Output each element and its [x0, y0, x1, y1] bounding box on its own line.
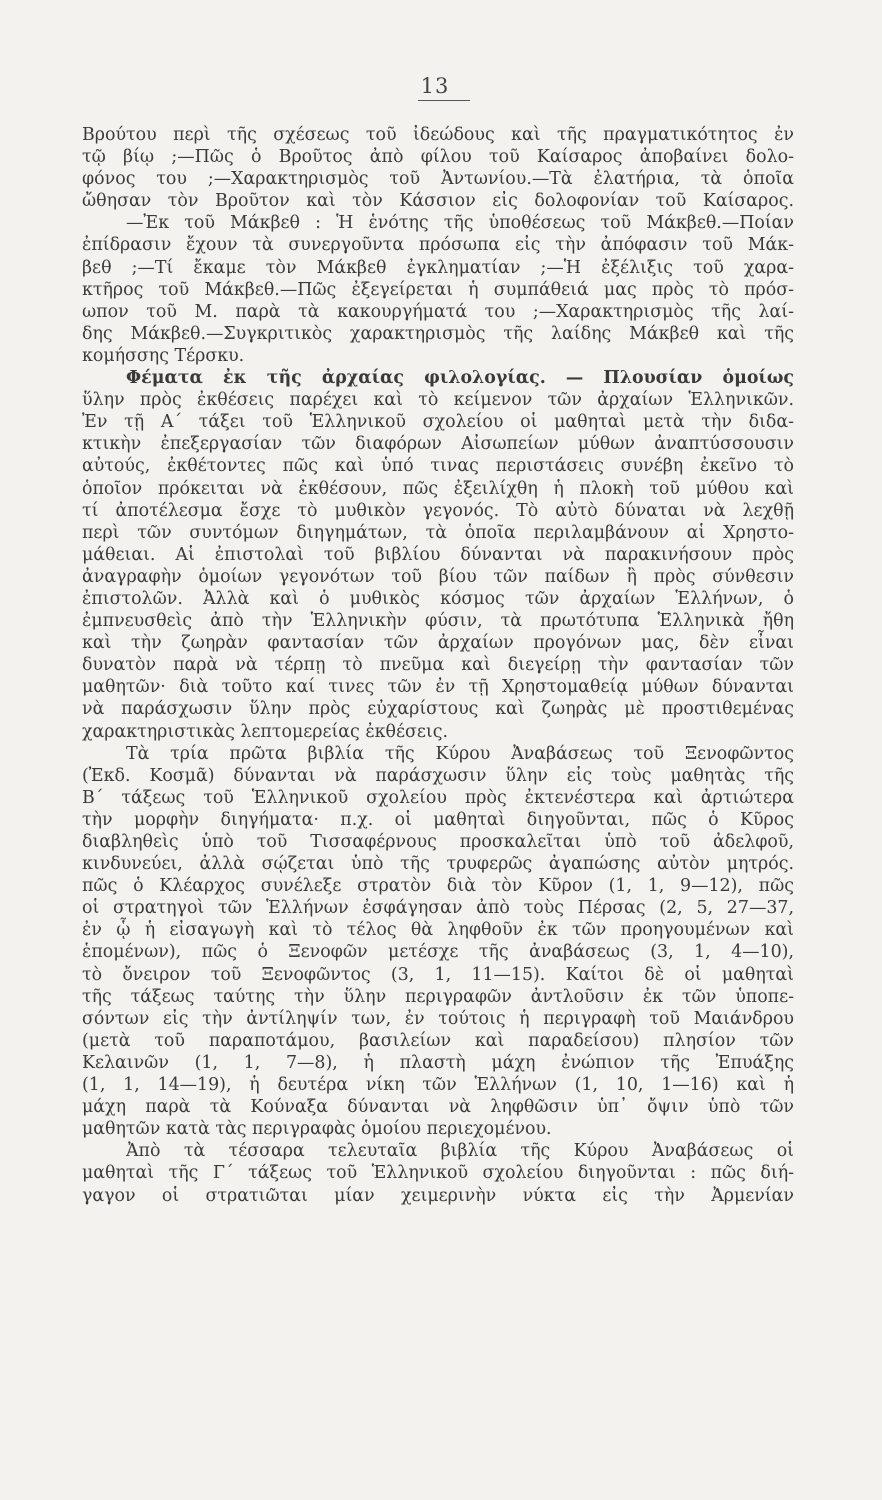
- text-line: ἐπιστολῶν. Ἀλλὰ καὶ ὁ μυθικὸς κόσμος τῶν ἀρχαίων Ἑλλήνων, ὁ: [82, 588, 794, 609]
- text-line: ἑπομένων), πῶς ὁ Ξενοφῶν μετέσχε τῆς ἀναβάσεως (3, 1, 4—10),: [82, 942, 794, 963]
- text-line: ἐπίδρασιν ἔχουν τὰ συνεργοῦντα πρόσωπα εἰς τὴν ἀπόφασιν τοῦ Μάκ-: [82, 235, 794, 256]
- text-line: τὴν μορφὴν διηγήματα· π.χ. οἱ μαθηταὶ διηγοῦνται, πῶς ὁ Κῦρος: [82, 809, 794, 830]
- text-line: Κελαινῶν (1, 1, 7—8), ἡ πλαστὴ μάχη ἐνώπιον τῆς Ἐπυάξης: [82, 1052, 794, 1073]
- text-line: βεθ ;—Τί ἔκαμε τὸν Μάκβεθ ἐγκληματίαν ;—Ἡ ἐξέλιξις τοῦ χαρα-: [82, 257, 794, 278]
- text-line: Ἀπὸ τὰ τέσσαρα τελευταῖα βιβλία τῆς Κύρου Ἀναβάσεως οἱ: [126, 1141, 794, 1162]
- text-line: ἐμπνευσθεὶς ἀπὸ τὴν Ἑλληνικὴν φύσιν, τὰ πρωτότυπα Ἑλληνικὰ ἤθη: [82, 611, 794, 632]
- text-line: καὶ τὴν ζωηρὰν φαντασίαν τῶν ἀρχαίων προγόνων μας, δὲν εἶναι: [82, 633, 794, 654]
- text-line: τῆς τάξεως ταύτης τὴν ὕλην περιγραφῶν ἀντλοῦσιν ἐκ τῶν ὑποπε-: [82, 986, 794, 1007]
- text-line: ὕλην πρὸς ἐκθέσεις παρέχει καὶ τὸ κείμενον τῶν ἀρχαίων Ἑλληνικῶν.: [82, 390, 794, 411]
- text-line: ὁποῖον πρόκειται νὰ ἐκθέσουν, πῶς ἐξειλίχθη ἡ πλοκὴ τοῦ μύθου καὶ: [82, 478, 794, 499]
- text-line: —Ἐκ τοῦ Μάκβεθ : Ἡ ἑνότης τῆς ὑποθέσεως τοῦ Μάκβεθ.—Ποίαν: [126, 213, 794, 234]
- text-line: γαγον οἱ στρατιῶται μίαν χειμερινὴν νύκτα εἰς τὴν Ἀρμενίαν: [82, 1185, 794, 1206]
- text-line: (1, 1, 14—19), ἡ δευτέρα νίκη τῶν Ἑλλήνων (1, 10, 1—16) καὶ ἡ: [82, 1075, 794, 1096]
- text-line: μάθειαι. Αἱ ἐπιστολαὶ τοῦ βιβλίου δύνανται νὰ παρακινήσουν πρὸς: [82, 544, 794, 565]
- text-line: τῷ βίῳ ;—Πῶς ὁ Βροῦτος ἀπὸ φίλου τοῦ Καίσαρος ἀποβαίνει δολο-: [82, 147, 794, 168]
- text-line: αὐτούς, ἐκθέτοντες πῶς καὶ ὑπό τινας περιστάσεις συνέβη ἐκεῖνο τὸ: [82, 456, 794, 477]
- text-line: ἀναγραφὴν ὁμοίων γεγονότων τοῦ βίου τῶν παίδων ἢ πρὸς σύνθεσιν: [82, 566, 794, 587]
- text-line: ωπον τοῦ Μ. παρὰ τὰ κακουργήματά του ;—Χαρακτηρισμὸς τῆς λαί-: [82, 301, 794, 322]
- text-line: νὰ παράσχωσιν ὕλην πρὸς εὐχαρίστους καὶ ζωηρὰς μὲ προστιθεμένας: [82, 699, 794, 720]
- text-line: διαβληθεὶς ὑπὸ τοῦ Τισσαφέρνους προσκαλεῖται ὑπὸ τοῦ ἀδελφοῦ,: [82, 832, 794, 852]
- text-line: οἱ στρατηγοὶ τῶν Ἑλλήνων ἐσφάγησαν ἀπὸ τοὺς Πέρσας (2, 5, 27—37,: [82, 898, 794, 919]
- text-line: κτικὴν ἐπεξεργασίαν τῶν διαφόρων Αἰσωπείων μύθων ἀναπτύσσουσιν: [82, 434, 794, 455]
- text-line: Β΄ τάξεως τοῦ Ἑλληνικοῦ σχολείου πρὸς ἐκτενέστερα καὶ ἀρτιώτερα: [82, 787, 794, 808]
- text-line: δης Μάκβεθ.—Συγκριτικὸς χαρακτηρισμὸς τῆς λαίδης Μάκβεθ καὶ τῆς: [82, 323, 794, 344]
- text-line: πῶς ὁ Κλέαρχος συνέλεξε στρατὸν διὰ τὸν Κῦρον (1, 1, 9—12), πῶς: [82, 876, 794, 897]
- text-line: μάχη παρὰ τὰ Κούναξα δύνανται νὰ ληφθῶσιν ὑπ᾽ ὄψιν ὑπὸ τῶν: [82, 1097, 794, 1118]
- text-line: περὶ τῶν συντόμων διηγημάτων, τὰ ὁποῖα περιλαμβάνουν αἱ Χρηστο-: [82, 522, 794, 543]
- text-line: (μετὰ τοῦ παραποτάμου, βασιλείων καὶ παραδείσου) πλησίον τῶν: [82, 1030, 794, 1051]
- text-line: μαθηταὶ τῆς Γ΄ τάξεως τοῦ Ἑλληνικοῦ σχολείου διηγοῦνται : πῶς διή-: [82, 1163, 794, 1184]
- text-line: Βρούτου περὶ τῆς σχέσεως τοῦ ἰδεώδους καὶ τῆς πραγματικότητος ἐν: [82, 125, 794, 145]
- page-number-rule: [418, 100, 470, 101]
- text-line: μαθητῶν· διὰ τοῦτο καί τινες τῶν ἐν τῇ Χρηστομαθείᾳ μύθων δύνανται: [82, 677, 794, 698]
- text-line: τί ἀποτέλεσμα ἔσχε τὸ μυθικὸν γεγονός. Τὸ αὐτὸ δύναται νὰ λεχθῇ: [82, 500, 794, 521]
- text-line: φόνος του ;—Χαρακτηρισμὸς τοῦ Ἀντωνίου.—Τὰ ἐλατήρια, τὰ ὁποῖα: [82, 169, 794, 190]
- text-line: Τὰ τρία πρῶτα βιβλία τῆς Κύρου Ἀναβάσεως τοῦ Ξενοφῶντος: [126, 743, 794, 764]
- text-line: κινδυνεύει, ἀλλὰ σῴζεται ὑπὸ τῆς τρυφερῶς ἀγαπώσης αὐτὸν μητρός.: [82, 854, 794, 875]
- text-line: τὸ ὄνειρον τοῦ Ξενοφῶντος (3, 1, 11—15). Καίτοι δὲ οἱ μαθηταὶ: [82, 964, 794, 985]
- text-line: Φέματα ἐκ τῆς ἀρχαίας φιλολογίας. — Πλουσίαν ὁμοίως: [126, 368, 794, 389]
- body-text: [82, 124, 794, 1207]
- text-line: ὤθησαν τὸν Βροῦτον καὶ τὸν Κάσσιον εἰς δολοφονίαν τοῦ Καίσαρος.: [82, 191, 794, 212]
- text-line: σόντων εἰς τὴν ἀντίληψίν των, ἐν τούτοις ἡ περιγραφὴ τοῦ Μαιάνδρου: [82, 1008, 794, 1029]
- text-line: ἐν ᾧ ἡ εἰσαγωγὴ καὶ τὸ τέλος θὰ ληφθοῦν ἐκ τῶν προηγουμένων καὶ: [82, 920, 794, 941]
- text-line: (Ἐκδ. Κοσμᾶ) δύνανται νὰ παράσχωσιν ὕλην εἰς τοὺς μαθητὰς τῆς: [82, 765, 794, 786]
- text-line: χαρακτηριστικὰς λεπτομερείας ἐκθέσεις.: [82, 721, 448, 742]
- text-line: κομήσσης Τέρσκυ.: [82, 345, 245, 366]
- text-line: δυνατὸν παρὰ νὰ τέρπῃ τὸ πνεῦμα καὶ διεγείρῃ τὴν φαντασίαν τῶν: [82, 655, 794, 676]
- text-line: Ἐν τῇ Α΄ τάξει τοῦ Ἑλληνικοῦ σχολείου οἱ μαθηταὶ μετὰ τὴν διδα-: [82, 412, 794, 433]
- text-line: μαθητῶν κατὰ τὰς περιγραφὰς ὁμοίου περιεχομένου.: [82, 1119, 552, 1140]
- page-number: 13: [420, 74, 450, 98]
- text-line: κτῆρος τοῦ Μάκβεθ.—Πῶς ἐξεγείρεται ἡ συμπάθειά μας πρὸς τὸ πρόσ-: [82, 279, 794, 300]
